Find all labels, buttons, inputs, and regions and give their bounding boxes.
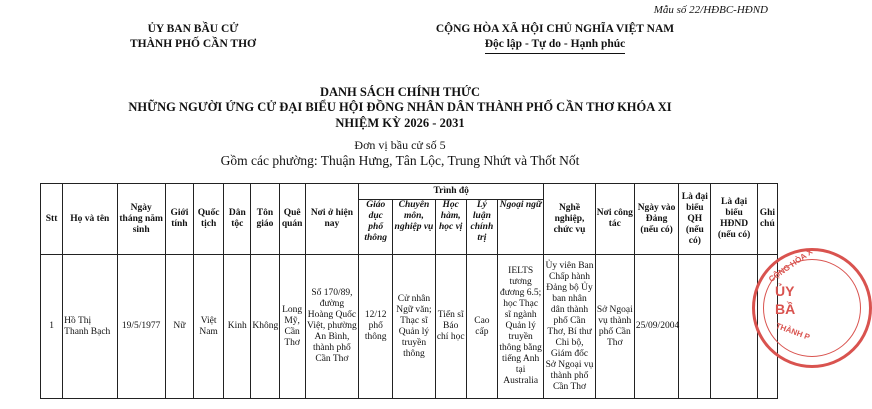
seal-text-mid-2: BẦ [775, 301, 796, 317]
cell-hometown: Long Mỹ, Cần Thơ [279, 255, 305, 399]
header-religion: Tôn giáo [251, 184, 279, 255]
cell-party-date: 25/09/2004 [634, 255, 678, 399]
cell-ethnicity: Kinh [224, 255, 251, 399]
document-title: DANH SÁCH CHÍNH THỨC [319, 85, 481, 99]
cell-name: Hồ Thị Thanh Bạch [63, 255, 117, 399]
issuing-authority [108, 22, 278, 52]
header-occupation: Nghề nghiệp, chức vụ [544, 184, 595, 255]
official-seal [752, 248, 872, 368]
wards-list: Gồm các phường: Thuận Hưng, Tân Lộc, Trung Nhứt và Thốt Nốt [220, 153, 580, 168]
header-workplace: Nơi công tác [595, 184, 634, 255]
candidate-table [40, 183, 778, 399]
cell-occupation: Ủy viên Ban Chấp hành Đảng bộ Ủy ban nhân dân thành phố Cần Thơ, Bí thư Chi bộ, Giám đốc Sở Ngoại vụ thành phố Cần Thơ [544, 255, 595, 399]
subheader-general-education: Giáo dục phổ thông [359, 200, 393, 255]
cell-dob: 19/5/1977 [117, 255, 165, 399]
national-line-1: CỘNG HÒA XÃ HỘI CHỦ NGHĨA VIỆT NAM [435, 23, 675, 35]
document-subtitle: NHỮNG NGƯỜI ỨNG CỬ ĐẠI BIỂU HỘI ĐỒNG NHÂN DÂN THÀNH PHỐ CẦN THƠ KHÓA XI [128, 100, 672, 114]
cell-stt: 1 [41, 255, 63, 399]
subheader-foreign-language: Ngoại ngữ [498, 200, 544, 255]
document-term: NHIỆM KỲ 2026 - 2031 [335, 116, 465, 130]
header-dob: Ngày tháng năm sinh [117, 184, 165, 255]
cell-specialty: Cử nhân Ngữ văn; Thạc sĩ Quản lý truyền thông [393, 255, 435, 399]
national-heading [390, 22, 720, 54]
cell-academic-title: Tiến sĩ Báo chí học [435, 255, 466, 399]
cell-workplace: Sở Ngoại vụ thành phố Cần Thơ [595, 255, 634, 399]
header-education: Trình độ [359, 184, 544, 200]
header-council-delegate: Là đại biểu HĐND (nếu có) [711, 184, 757, 255]
cell-na-delegate [679, 255, 711, 399]
electoral-unit: Đơn vị bầu cử số 5 [354, 138, 446, 152]
cell-residence: Số 170/89, đường Hoàng Quốc Việt, phường An Bình, thành phố Cần Thơ [305, 255, 358, 399]
header-nationality: Quốc tịch [194, 184, 224, 255]
subheader-political-theory: Lý luận chính trị [466, 200, 497, 255]
header-stt: Stt [41, 184, 63, 255]
seal-text-bottom: THÀNH P [774, 321, 812, 342]
header-residence: Nơi ở hiện nay [305, 184, 358, 255]
header-party-date: Ngày vào Đảng (nếu có) [634, 184, 678, 255]
cell-nationality: Việt Nam [194, 255, 224, 399]
header-note: Ghi chú [757, 184, 777, 255]
seal-text-mid-1: ỦY [775, 283, 795, 299]
authority-line-2: THÀNH PHỐ CẦN THƠ [130, 38, 256, 50]
subheader-specialty: Chuyên môn, nghiệp vụ [393, 200, 435, 255]
seal-text-top: CỘNG HÒA X [767, 247, 815, 284]
cell-foreign-language: IELTS tương đương 6.5; học Thạc sĩ ngành Quản lý truyền thông bằng tiếng Anh tại Australia [498, 255, 544, 399]
cell-gender: Nữ [165, 255, 193, 399]
header-gender: Giới tính [165, 184, 193, 255]
table-row [41, 255, 778, 399]
header-name: Họ và tên [63, 184, 117, 255]
cell-religion: Không [251, 255, 279, 399]
header-ethnicity: Dân tộc [224, 184, 251, 255]
cell-political-theory: Cao cấp [466, 255, 497, 399]
cell-council-delegate [711, 255, 757, 399]
authority-line-1: ỦY BAN BẦU CỬ [147, 23, 239, 35]
header-na-delegate: Là đại biểu QH (nếu có) [679, 184, 711, 255]
cell-general-education: 12/12 phổ thông [359, 255, 393, 399]
form-number: Mẫu số 22/HĐBC-HĐND [653, 4, 768, 16]
subheader-academic-title: Học hàm, học vị [435, 200, 466, 255]
header-hometown: Quê quán [279, 184, 305, 255]
national-motto: Độc lập - Tự do - Hạnh phúc [485, 37, 626, 54]
